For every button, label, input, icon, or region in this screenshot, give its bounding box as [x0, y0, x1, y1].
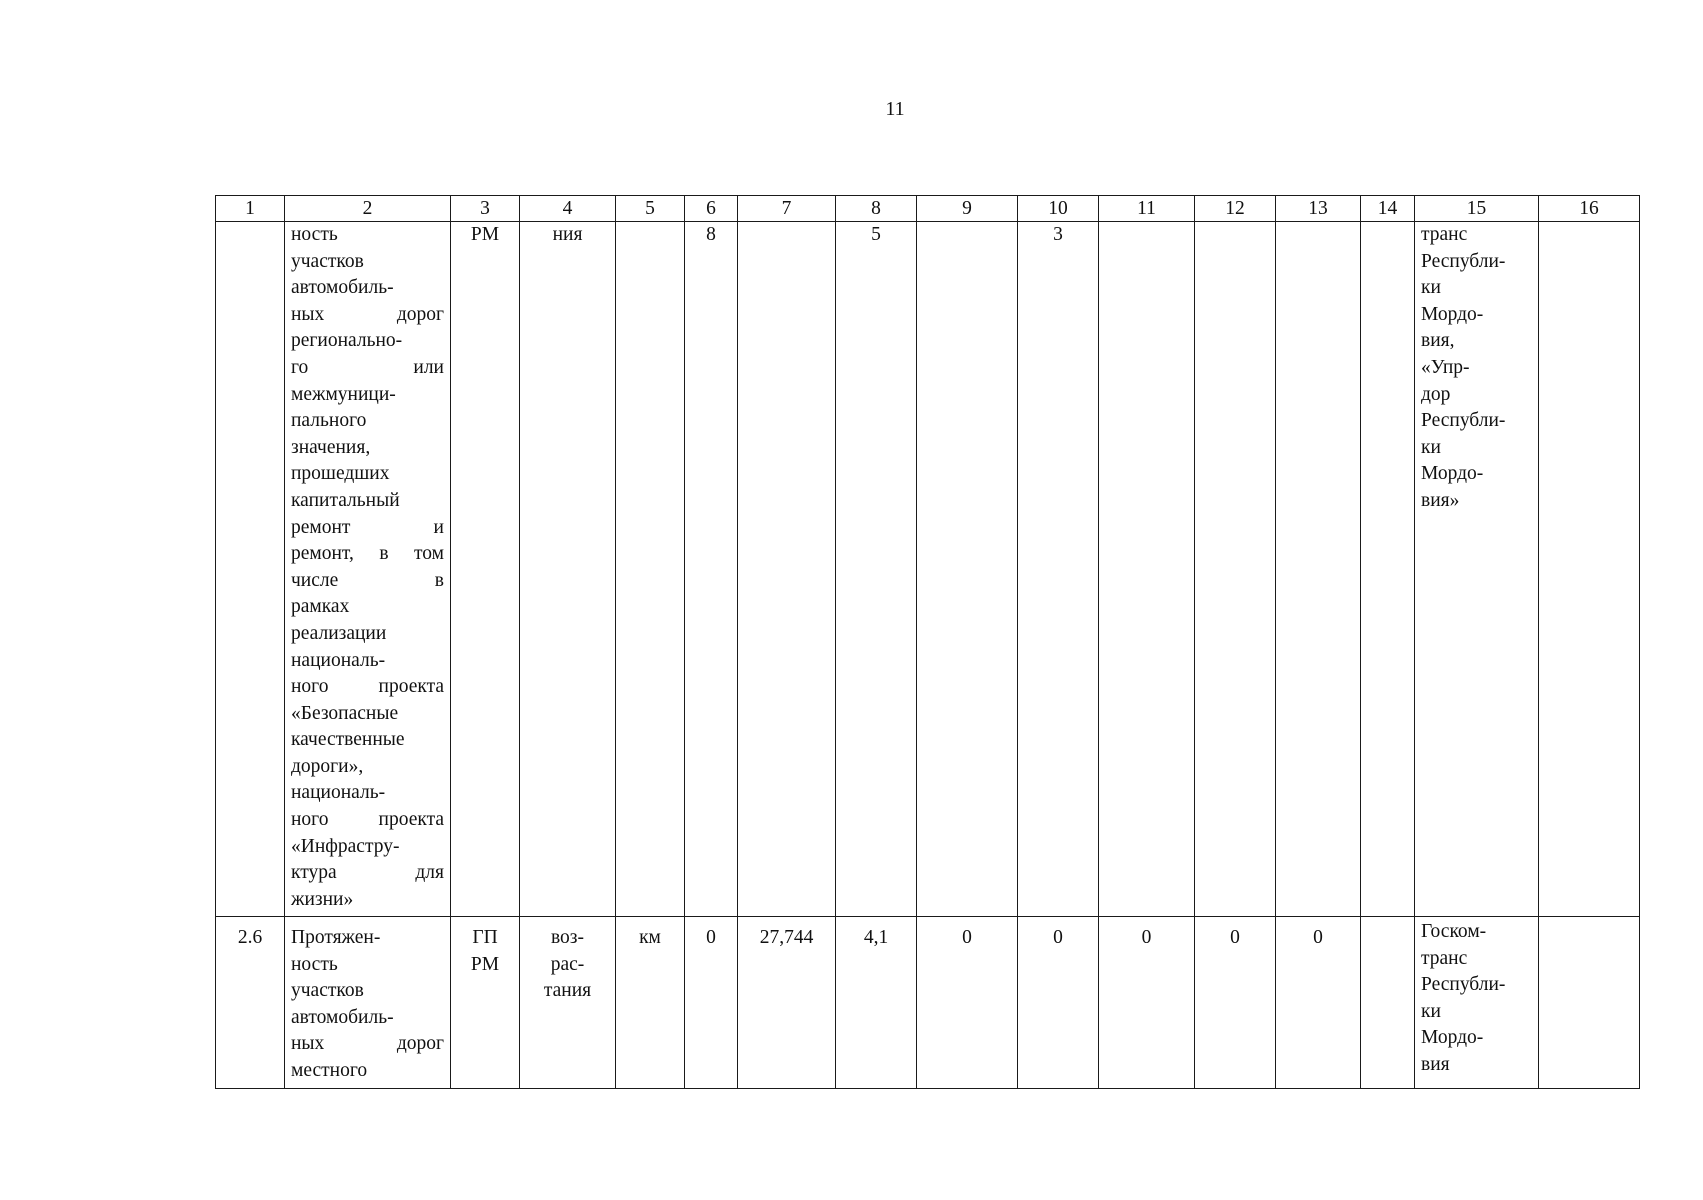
text-line: числе в [291, 569, 444, 591]
text-line: значения, [291, 436, 371, 458]
column-header: 9 [917, 196, 1018, 222]
table-cell [738, 222, 836, 917]
table-cell: 27,744 [738, 917, 836, 1089]
table-cell: РМ [451, 222, 520, 917]
text-line: пального [291, 410, 367, 432]
text-line: дороги», [291, 755, 364, 777]
column-header: 3 [451, 196, 520, 222]
text-line: ность [291, 224, 338, 245]
text-line: ки [1421, 277, 1441, 299]
column-number-row [216, 196, 1640, 222]
text-line: вия» [1421, 489, 1460, 511]
text-line: Республи- [1421, 974, 1506, 996]
text-line: националь- [291, 649, 386, 671]
column-header: 6 [685, 196, 738, 222]
text-line: автомобиль- [291, 1006, 394, 1028]
text-line: националь- [291, 782, 386, 804]
text-line: воз- [550, 927, 585, 948]
table-cell: 0 [685, 917, 738, 1089]
column-header: 8 [836, 196, 917, 222]
text-line: транс [1421, 224, 1468, 245]
unit-cell: км [616, 917, 685, 1089]
text-line: реализации [291, 622, 387, 644]
text-line: «Инфрастру- [291, 835, 400, 857]
responsible-cell [1415, 917, 1539, 1089]
table-cell: 4,1 [836, 917, 917, 1089]
text-line: регионально- [291, 330, 403, 352]
text-line: прошедших [291, 463, 390, 485]
row-number-cell: 2.6 [216, 917, 285, 1089]
table-cell [216, 222, 285, 917]
text-line: местного [291, 1059, 368, 1081]
text-line: ки [1421, 1000, 1441, 1022]
column-header: 4 [520, 196, 616, 222]
page-number: 11 [885, 98, 905, 120]
table-cell: 0 [1195, 917, 1276, 1089]
table-cell [1099, 222, 1195, 917]
text-line: ГП [472, 927, 498, 948]
indicator-name-cell [285, 222, 451, 917]
table-cell [917, 222, 1018, 917]
text-line: ремонт и [291, 516, 444, 538]
responsible-cell [1415, 222, 1539, 917]
text-line: рас- [550, 953, 585, 975]
table-cell [1539, 917, 1640, 1089]
text-line: межмуници- [291, 383, 396, 405]
table-cell: 0 [1276, 917, 1361, 1089]
table-cell: 8 [685, 222, 738, 917]
indicators-table [215, 195, 1640, 1089]
column-header: 13 [1276, 196, 1361, 222]
text-line: жизни» [291, 888, 354, 910]
column-header: 15 [1415, 196, 1539, 222]
table-row [216, 222, 1640, 917]
text-line: ктура для [291, 862, 444, 884]
text-line: качественные [291, 729, 405, 751]
table-cell: 0 [1099, 917, 1195, 1089]
table-cell [1195, 222, 1276, 917]
table-cell: 0 [1018, 917, 1099, 1089]
text-line: капитальный [291, 489, 400, 511]
column-header: 16 [1539, 196, 1640, 222]
table-cell [616, 222, 685, 917]
text-line: тания [543, 980, 592, 1002]
table-cell [1361, 917, 1415, 1089]
text-line: участков [291, 250, 364, 272]
text-line: го или [291, 356, 444, 378]
text-line: «Безопасные [291, 702, 399, 724]
text-line: Республи- [1421, 410, 1506, 432]
text-line: Мордо- [1421, 1027, 1484, 1049]
table-row [216, 917, 1640, 1089]
column-header: 7 [738, 196, 836, 222]
text-line: «Упр- [1421, 356, 1470, 378]
text-line: участков [291, 980, 364, 1002]
column-header: 2 [285, 196, 451, 222]
text-line: ность [291, 953, 338, 975]
column-header: 11 [1099, 196, 1195, 222]
text-line: ремонт, в том [291, 543, 444, 565]
column-header: 1 [216, 196, 285, 222]
text-line: ных дорог [291, 1033, 444, 1055]
text-line: Госком- [1421, 921, 1487, 942]
text-line: Республи- [1421, 250, 1506, 272]
table-cell: 0 [917, 917, 1018, 1089]
text-line: Мордо- [1421, 303, 1484, 325]
table-cell [451, 917, 520, 1089]
text-line: рамках [291, 596, 350, 618]
text-line: дор [1421, 383, 1451, 405]
table-cell: 5 [836, 222, 917, 917]
text-line: вия [1421, 1053, 1450, 1075]
table-cell [1361, 222, 1415, 917]
text-line: ных дорог [291, 303, 444, 325]
text-line: вия, [1421, 330, 1455, 352]
text-line: Протяжен- [291, 927, 381, 948]
text-line: ного проекта [291, 676, 444, 698]
text-line: Мордо- [1421, 463, 1484, 485]
table-cell [1539, 222, 1640, 917]
text-line: автомобиль- [291, 277, 394, 299]
column-header: 14 [1361, 196, 1415, 222]
table-cell [520, 917, 616, 1089]
text-line: ки [1421, 436, 1441, 458]
indicator-name-cell [285, 917, 451, 1089]
table-cell [1276, 222, 1361, 917]
table-cell: 3 [1018, 222, 1099, 917]
text-line: ного проекта [291, 809, 444, 831]
column-header: 12 [1195, 196, 1276, 222]
column-header: 10 [1018, 196, 1099, 222]
table-cell: ния [520, 222, 616, 917]
text-line: РМ [470, 953, 500, 975]
column-header: 5 [616, 196, 685, 222]
text-line: транс [1421, 947, 1468, 969]
